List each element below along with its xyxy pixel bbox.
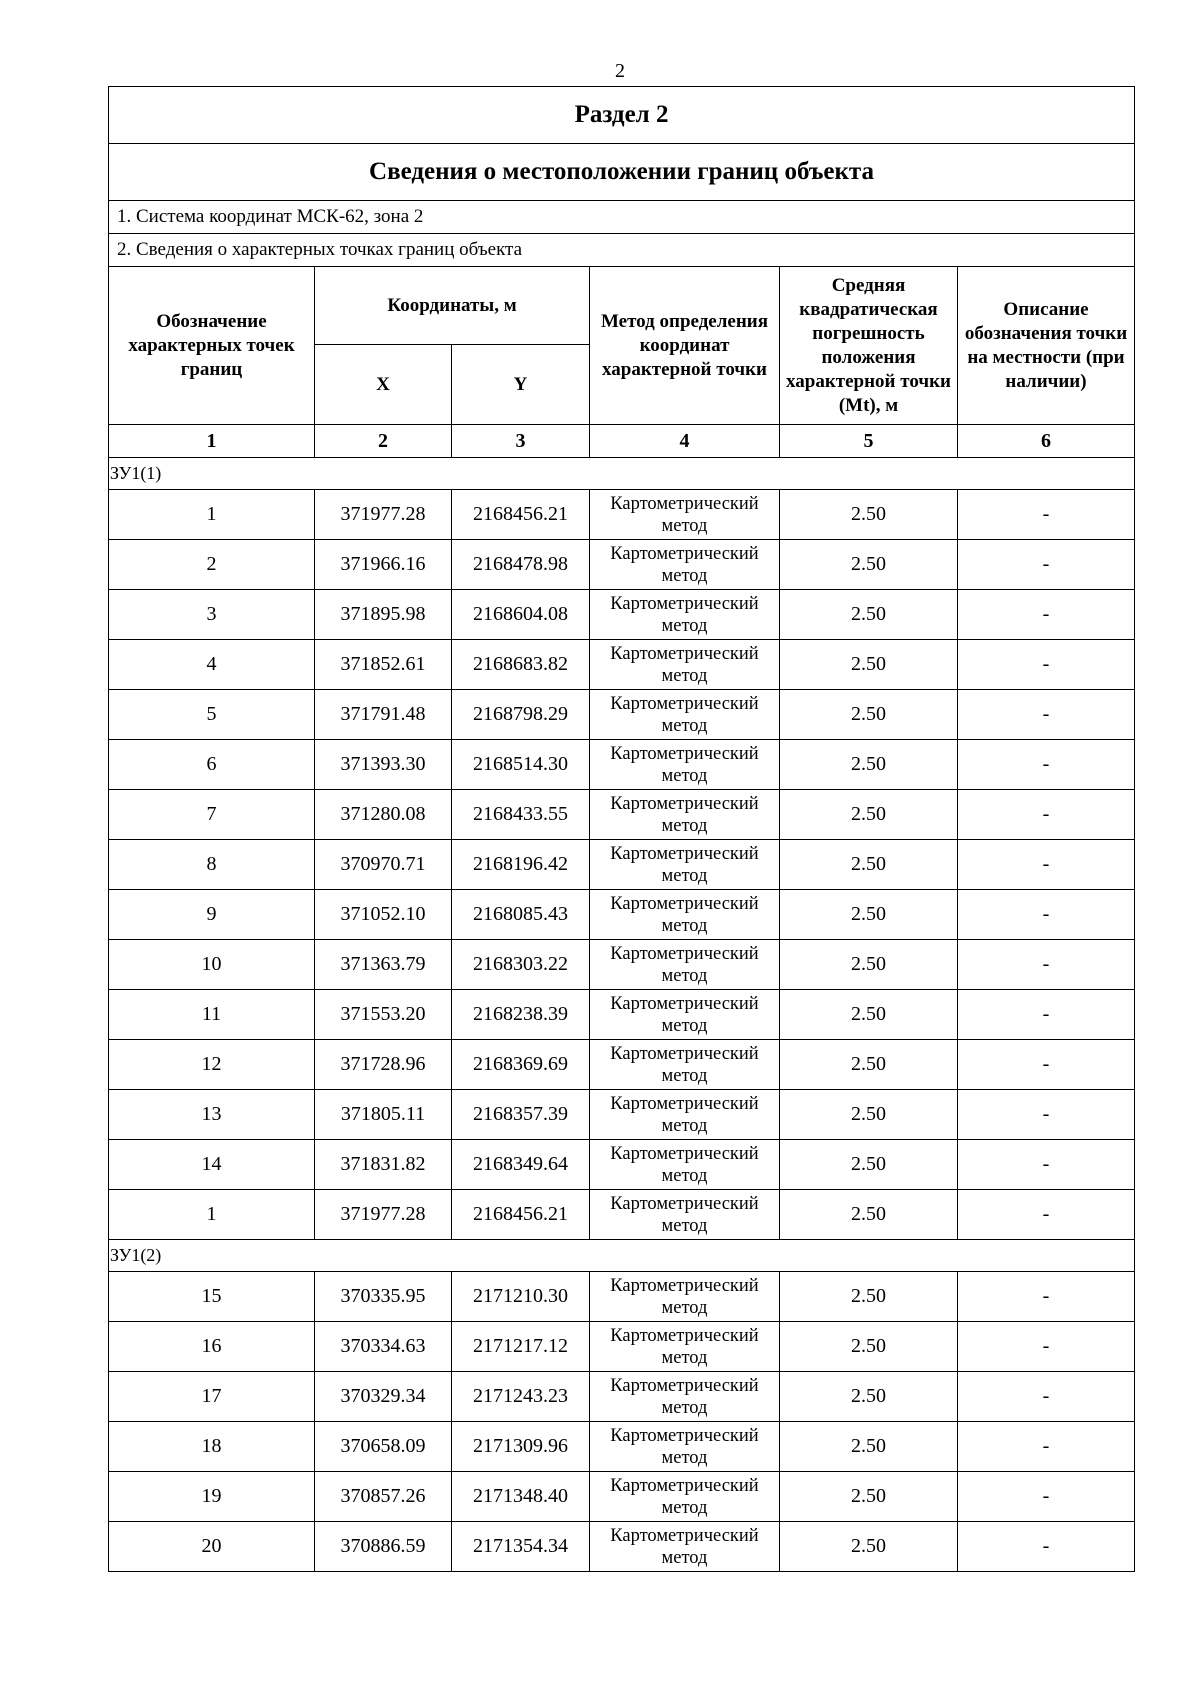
description-cell: - [958, 840, 1135, 890]
section-title: Раздел 2 [109, 87, 1135, 144]
point-number-cell: 1 [109, 1190, 315, 1240]
y-coordinate-cell: 2168433.55 [452, 790, 590, 840]
point-number-cell: 17 [109, 1372, 315, 1422]
x-coordinate-cell: 371805.11 [315, 1090, 452, 1140]
method-cell: Картометрический метод [590, 490, 780, 540]
y-coordinate-cell: 2171210.30 [452, 1272, 590, 1322]
error-cell: 2.50 [780, 690, 958, 740]
error-cell: 2.50 [780, 590, 958, 640]
error-cell: 2.50 [780, 1140, 958, 1190]
error-cell: 2.50 [780, 940, 958, 990]
x-coordinate-cell: 371363.79 [315, 940, 452, 990]
header-method: Метод определения координат характерной точки [590, 267, 780, 425]
table-row [109, 490, 1135, 540]
header-error: Средняя квадратическая погрешность положения характерной точки (Mt), м [780, 267, 958, 425]
error-cell: 2.50 [780, 1472, 958, 1522]
x-coordinate-cell: 371791.48 [315, 690, 452, 740]
description-cell: - [958, 990, 1135, 1040]
description-cell: - [958, 1322, 1135, 1372]
table-row [109, 1422, 1135, 1472]
table-row [109, 990, 1135, 1040]
table-row [109, 1040, 1135, 1090]
error-cell: 2.50 [780, 1422, 958, 1472]
description-cell: - [958, 1372, 1135, 1422]
table-row [109, 690, 1135, 740]
x-coordinate-cell: 371852.61 [315, 640, 452, 690]
method-cell: Картометрический метод [590, 1140, 780, 1190]
column-number: 6 [958, 425, 1135, 458]
method-cell: Картометрический метод [590, 540, 780, 590]
error-cell: 2.50 [780, 540, 958, 590]
header-y: Y [452, 345, 590, 425]
y-coordinate-cell: 2168085.43 [452, 890, 590, 940]
method-cell: Картометрический метод [590, 740, 780, 790]
header-designation: Обозначение характерных точек границ [109, 267, 315, 425]
description-cell: - [958, 1522, 1135, 1572]
point-number-cell: 15 [109, 1272, 315, 1322]
description-cell: - [958, 890, 1135, 940]
section-subtitle: Сведения о местоположении границ объекта [109, 144, 1135, 201]
method-cell: Картометрический метод [590, 1322, 780, 1372]
point-number-cell: 20 [109, 1522, 315, 1572]
header-coords: Координаты, м [315, 267, 590, 345]
header-x: X [315, 345, 452, 425]
table-row [109, 1322, 1135, 1372]
error-cell: 2.50 [780, 1040, 958, 1090]
point-number-cell: 16 [109, 1322, 315, 1372]
error-cell: 2.50 [780, 1272, 958, 1322]
description-cell: - [958, 1140, 1135, 1190]
point-number-cell: 3 [109, 590, 315, 640]
y-coordinate-cell: 2168196.42 [452, 840, 590, 890]
x-coordinate-cell: 371553.20 [315, 990, 452, 1040]
x-coordinate-cell: 370658.09 [315, 1422, 452, 1472]
table-row [109, 1522, 1135, 1572]
y-coordinate-cell: 2168456.21 [452, 1190, 590, 1240]
method-cell: Картометрический метод [590, 890, 780, 940]
y-coordinate-cell: 2168798.29 [452, 690, 590, 740]
point-number-cell: 10 [109, 940, 315, 990]
table-row [109, 940, 1135, 990]
x-coordinate-cell: 371280.08 [315, 790, 452, 840]
x-coordinate-cell: 371895.98 [315, 590, 452, 640]
description-cell: - [958, 540, 1135, 590]
description-cell: - [958, 1090, 1135, 1140]
description-cell: - [958, 1422, 1135, 1472]
error-cell: 2.50 [780, 1522, 958, 1572]
method-cell: Картометрический метод [590, 1190, 780, 1240]
table-row [109, 1090, 1135, 1140]
description-cell: - [958, 690, 1135, 740]
point-number-cell: 4 [109, 640, 315, 690]
point-number-cell: 18 [109, 1422, 315, 1472]
y-coordinate-cell: 2171354.34 [452, 1522, 590, 1572]
method-cell: Картометрический метод [590, 940, 780, 990]
x-coordinate-cell: 371977.28 [315, 490, 452, 540]
method-cell: Картометрический метод [590, 1090, 780, 1140]
method-cell: Картометрический метод [590, 1422, 780, 1472]
method-cell: Картометрический метод [590, 790, 780, 840]
table-row [109, 890, 1135, 940]
method-cell: Картометрический метод [590, 590, 780, 640]
x-coordinate-cell: 371728.96 [315, 1040, 452, 1090]
error-cell: 2.50 [780, 990, 958, 1040]
point-number-cell: 14 [109, 1140, 315, 1190]
x-coordinate-cell: 370335.95 [315, 1272, 452, 1322]
error-cell: 2.50 [780, 1190, 958, 1240]
description-cell: - [958, 740, 1135, 790]
y-coordinate-cell: 2171217.12 [452, 1322, 590, 1372]
error-cell: 2.50 [780, 490, 958, 540]
points-info-line: 2. Сведения о характерных точках границ объекта [109, 234, 1135, 267]
x-coordinate-cell: 370886.59 [315, 1522, 452, 1572]
error-cell: 2.50 [780, 740, 958, 790]
error-cell: 2.50 [780, 1372, 958, 1422]
table-row [109, 1140, 1135, 1190]
x-coordinate-cell: 371831.82 [315, 1140, 452, 1190]
column-number: 4 [590, 425, 780, 458]
error-cell: 2.50 [780, 890, 958, 940]
table-row [109, 790, 1135, 840]
y-coordinate-cell: 2168238.39 [452, 990, 590, 1040]
error-cell: 2.50 [780, 790, 958, 840]
table-row [109, 1190, 1135, 1240]
point-number-cell: 6 [109, 740, 315, 790]
method-cell: Картометрический метод [590, 1522, 780, 1572]
point-number-cell: 9 [109, 890, 315, 940]
header-description: Описание обозначения точки на местности (при наличии) [958, 267, 1135, 425]
column-number: 5 [780, 425, 958, 458]
description-cell: - [958, 1272, 1135, 1322]
y-coordinate-cell: 2168456.21 [452, 490, 590, 540]
error-cell: 2.50 [780, 1322, 958, 1372]
y-coordinate-cell: 2168478.98 [452, 540, 590, 590]
y-coordinate-cell: 2171348.40 [452, 1472, 590, 1522]
y-coordinate-cell: 2171309.96 [452, 1422, 590, 1472]
y-coordinate-cell: 2168357.39 [452, 1090, 590, 1140]
description-cell: - [958, 490, 1135, 540]
description-cell: - [958, 590, 1135, 640]
method-cell: Картометрический метод [590, 1472, 780, 1522]
table-row [109, 1372, 1135, 1422]
x-coordinate-cell: 371393.30 [315, 740, 452, 790]
x-coordinate-cell: 371977.28 [315, 1190, 452, 1240]
point-number-cell: 13 [109, 1090, 315, 1140]
table-row [109, 590, 1135, 640]
y-coordinate-cell: 2168683.82 [452, 640, 590, 690]
x-coordinate-cell: 370857.26 [315, 1472, 452, 1522]
x-coordinate-cell: 370334.63 [315, 1322, 452, 1372]
y-coordinate-cell: 2168514.30 [452, 740, 590, 790]
y-coordinate-cell: 2168604.08 [452, 590, 590, 640]
x-coordinate-cell: 370329.34 [315, 1372, 452, 1422]
y-coordinate-cell: 2171243.23 [452, 1372, 590, 1422]
description-cell: - [958, 1040, 1135, 1090]
method-cell: Картометрический метод [590, 690, 780, 740]
boundary-points-table [108, 86, 1135, 1572]
point-number-cell: 11 [109, 990, 315, 1040]
x-coordinate-cell: 371052.10 [315, 890, 452, 940]
error-cell: 2.50 [780, 840, 958, 890]
description-cell: - [958, 1190, 1135, 1240]
table-row [109, 1272, 1135, 1322]
y-coordinate-cell: 2168369.69 [452, 1040, 590, 1090]
point-number-cell: 2 [109, 540, 315, 590]
method-cell: Картометрический метод [590, 990, 780, 1040]
table-row [109, 640, 1135, 690]
point-number-cell: 5 [109, 690, 315, 740]
point-number-cell: 7 [109, 790, 315, 840]
x-coordinate-cell: 370970.71 [315, 840, 452, 890]
column-number: 2 [315, 425, 452, 458]
description-cell: - [958, 790, 1135, 840]
y-coordinate-cell: 2168349.64 [452, 1140, 590, 1190]
group-label: ЗУ1(1) [109, 458, 1135, 490]
description-cell: - [958, 640, 1135, 690]
method-cell: Картометрический метод [590, 1372, 780, 1422]
method-cell: Картометрический метод [590, 640, 780, 690]
column-number: 3 [452, 425, 590, 458]
coord-system-line: 1. Система координат МСК-62, зона 2 [109, 201, 1135, 234]
method-cell: Картометрический метод [590, 840, 780, 890]
page-number: 2 [615, 60, 625, 82]
error-cell: 2.50 [780, 1090, 958, 1140]
column-number: 1 [109, 425, 315, 458]
point-number-cell: 12 [109, 1040, 315, 1090]
point-number-cell: 19 [109, 1472, 315, 1522]
x-coordinate-cell: 371966.16 [315, 540, 452, 590]
table-row [109, 840, 1135, 890]
method-cell: Картометрический метод [590, 1272, 780, 1322]
table-row [109, 740, 1135, 790]
error-cell: 2.50 [780, 640, 958, 690]
y-coordinate-cell: 2168303.22 [452, 940, 590, 990]
group-label: ЗУ1(2) [109, 1240, 1135, 1272]
description-cell: - [958, 1472, 1135, 1522]
point-number-cell: 8 [109, 840, 315, 890]
description-cell: - [958, 940, 1135, 990]
method-cell: Картометрический метод [590, 1040, 780, 1090]
table-row [109, 540, 1135, 590]
table-row [109, 1472, 1135, 1522]
point-number-cell: 1 [109, 490, 315, 540]
